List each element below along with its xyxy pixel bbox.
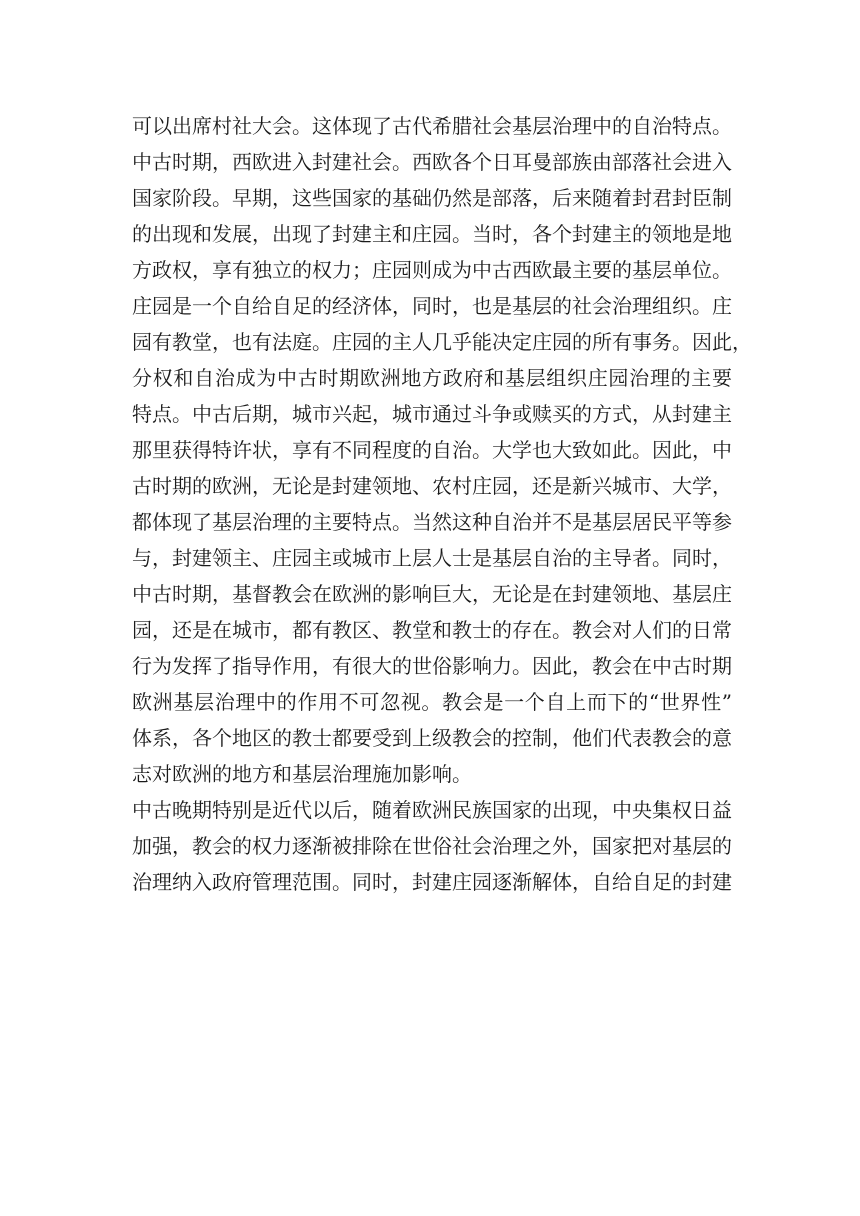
text-line: 园，还是在城市，都有教区、教堂和教士的存在。教会对人们的日常 bbox=[132, 618, 732, 642]
text-line: 体系，各个地区的教士都要受到上级教会的控制，他们代表教会的意 bbox=[132, 726, 732, 750]
text-line: 治理纳入政府管理范围。同时，封建庄园逐渐解体，自给自足的封建 bbox=[132, 870, 732, 894]
text-line: 庄园是一个自给自足的经济体，同时，也是基层的社会治理组织。庄 bbox=[132, 294, 732, 318]
text-line: 中古时期，西欧进入封建社会。西欧各个日耳曼部族由部落社会进入 bbox=[132, 150, 732, 174]
text-line: 那里获得特许状，享有不同程度的自治。大学也大致如此。因此，中 bbox=[132, 438, 732, 462]
text-line: 中古晚期特别是近代以后，随着欧洲民族国家的出现，中央集权日益 bbox=[132, 798, 732, 822]
text-line: 志对欧洲的地方和基层治理施加影响。 bbox=[132, 762, 472, 786]
text-line: 方政权，享有独立的权力；庄园则成为中古西欧最主要的基层单位。 bbox=[132, 258, 732, 282]
text-line: 加强，教会的权力逐渐被排除在世俗社会治理之外，国家把对基层的 bbox=[132, 834, 732, 858]
text-line: 特点。中古后期，城市兴起，城市通过斗争或赎买的方式，从封建主 bbox=[132, 402, 732, 426]
text-line: 欧洲基层治理中的作用不可忽视。教会是一个自上而下的“世界性” bbox=[132, 690, 732, 714]
text-line: 分权和自治成为中古时期欧洲地方政府和基层组织庄园治理的主要 bbox=[132, 366, 732, 390]
text-line: 可以出席村社大会。这体现了古代希腊社会基层治理中的自治特点。 bbox=[132, 114, 732, 138]
text-line: 的出现和发展，出现了封建主和庄园。当时，各个封建主的领地是地 bbox=[132, 222, 732, 246]
text-line: 行为发挥了指导作用，有很大的世俗影响力。因此，教会在中古时期 bbox=[132, 654, 732, 678]
body-text bbox=[132, 108, 752, 900]
text-line: 都体现了基层治理的主要特点。当然这种自治并不是基层居民平等参 bbox=[132, 510, 732, 534]
text-line: 古时期的欧洲，无论是封建领地、农村庄园，还是新兴城市、大学， bbox=[132, 474, 732, 498]
text-line: 中古时期，基督教会在欧洲的影响巨大，无论是在封建领地、基层庄 bbox=[132, 582, 732, 606]
text-line: 与，封建领主、庄园主或城市上层人士是基层自治的主导者。同时， bbox=[132, 546, 732, 570]
text-line: 园有教堂，也有法庭。庄园的主人几乎能决定庄园的所有事务。因此， bbox=[132, 330, 752, 354]
text-line: 国家阶段。早期，这些国家的基础仍然是部落，后来随着封君封臣制 bbox=[132, 186, 732, 210]
